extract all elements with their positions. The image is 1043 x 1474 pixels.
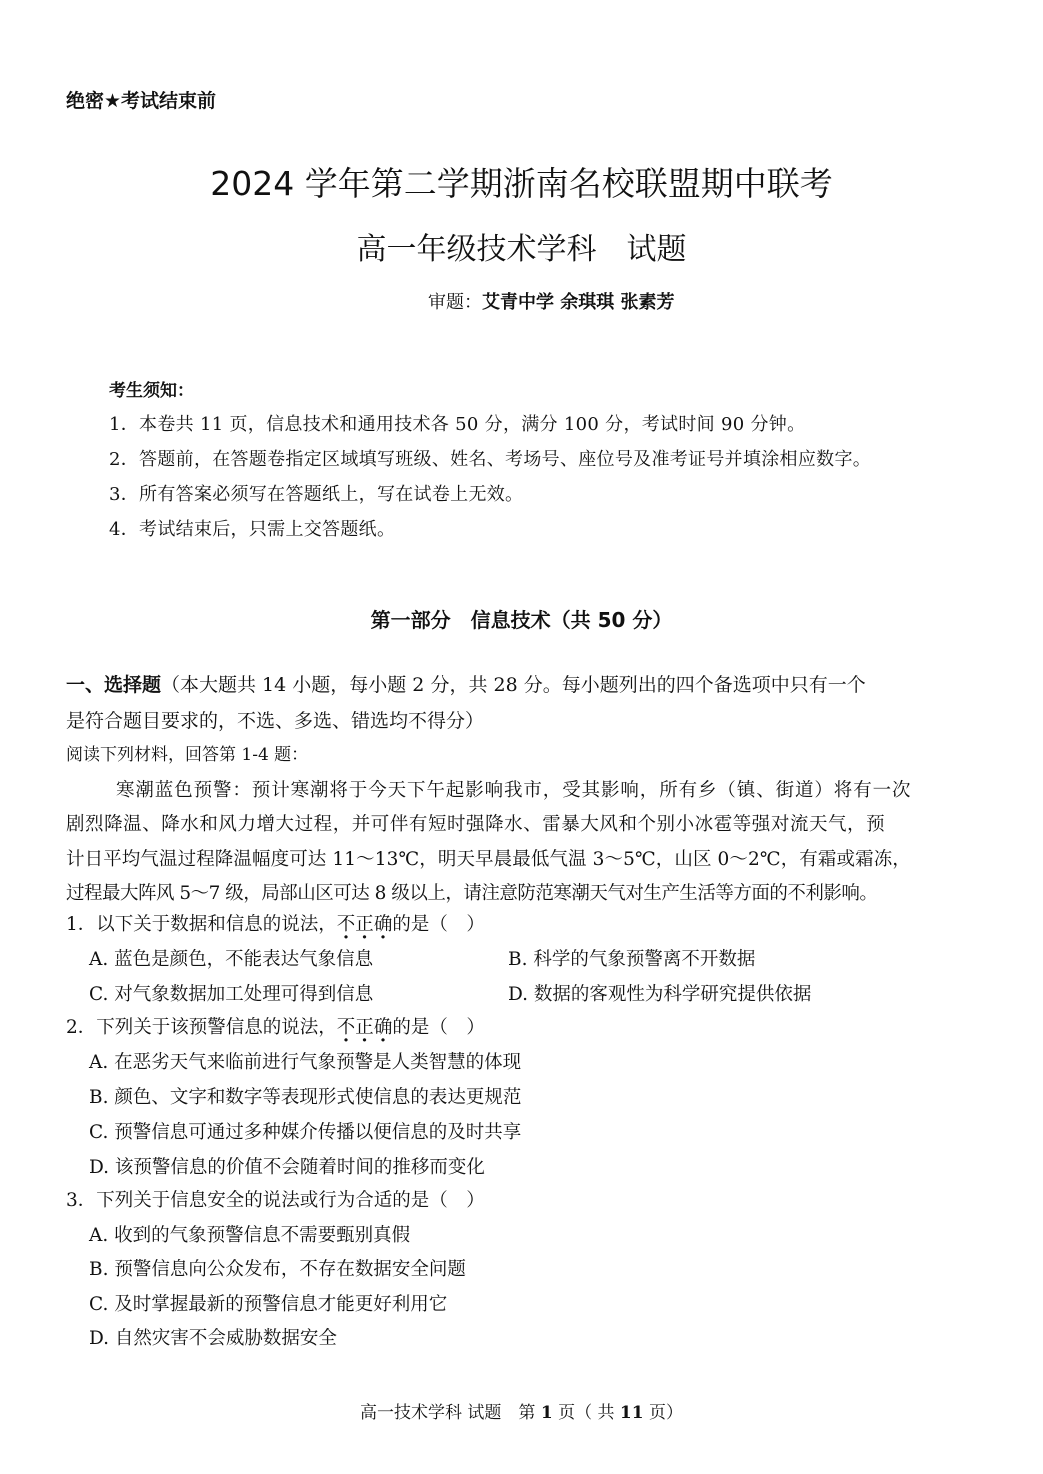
stem-text: 1．以下关于数据和信息的说法， xyxy=(66,914,337,935)
option-d: D. 自然灾害不会威胁数据安全 xyxy=(89,1328,337,1349)
footer-text: 高一技术学科 试题 第 xyxy=(360,1403,541,1423)
stem-text: 2．下列关于该预警信息的说法， xyxy=(66,1017,337,1038)
section-description-cont: 是符合题目要求的，不选、多选、错选均不得分） xyxy=(66,710,485,732)
option-c: C. 对气象数据加工处理可得到信息 xyxy=(89,984,374,1005)
option-b: B. 颜色、文字和数字等表现形式使信息的表达更规范 xyxy=(89,1087,522,1108)
footer-text: 页（ 共 xyxy=(552,1403,620,1423)
section-description: （本大题共 14 小题，每小题 2 分，共 28 分。每小题列出的四个备选项中只有一个 xyxy=(161,674,866,696)
option-a: A. 收到的气象预警信息不需要甄别真假 xyxy=(89,1225,411,1246)
emphasis-text xyxy=(337,914,393,935)
emphasis-text xyxy=(337,1017,393,1038)
section-label: 一、选择题 xyxy=(66,674,162,696)
section-intro xyxy=(66,670,866,697)
passage-line: 剧烈降温、降水和风力增大过程，并可伴有短时强降水、雷暴大风和个别小冰雹等强对流天气，预 xyxy=(66,814,886,835)
emphasis-char: 正 xyxy=(355,914,374,935)
page-number: 1 xyxy=(540,1403,553,1423)
option-c: C. 预警信息可通过多种媒介传播以便信息的及时共享 xyxy=(89,1122,522,1143)
reviewers-label: 审题： xyxy=(428,292,482,313)
emphasis-char: 正 xyxy=(355,1017,374,1038)
option-b: B. 科学的气象预警离不开数据 xyxy=(508,949,756,970)
part-heading: 第一部分 信息技术（共 50 分） xyxy=(370,608,673,632)
confidential-label: 绝密★考试结束前 xyxy=(66,90,217,112)
stem-text: 的是（ ） xyxy=(392,914,485,935)
question-stem xyxy=(66,910,485,936)
option-a: A. 在恶劣天气来临前进行气象预警是人类智慧的体现 xyxy=(89,1052,522,1073)
reviewers-names: 艾青中学 余琪琪 张素芳 xyxy=(482,292,675,313)
footer-text: 页） xyxy=(643,1403,683,1423)
option-d: D. 该预警信息的价值不会随着时间的推移而变化 xyxy=(89,1157,485,1178)
page-footer xyxy=(0,1398,1043,1423)
exam-subtitle: 高一年级技术学科 试题 xyxy=(356,232,687,267)
emphasis-char: 不 xyxy=(336,914,356,935)
total-pages: 11 xyxy=(619,1403,644,1423)
question-stem xyxy=(66,1013,485,1039)
option-d: D. 数据的客观性为科学研究提供依据 xyxy=(508,984,812,1005)
stem-text: 的是（ ） xyxy=(392,1017,485,1038)
notice-item: 2．答题前，在答题卷指定区域填写班级、姓名、考场号、座位号及准考证号并填涂相应数字。 xyxy=(109,449,872,470)
reviewers-line xyxy=(428,288,675,314)
emphasis-char: 确 xyxy=(373,1017,393,1038)
question-stem: 3．下列关于信息安全的说法或行为合适的是（ ） xyxy=(66,1190,485,1211)
reading-instruction: 阅读下列材料，回答第 1-4 题： xyxy=(66,745,309,765)
option-b: B. 预警信息向公众发布，不存在数据安全问题 xyxy=(89,1259,466,1280)
option-c: C. 及时掌握最新的预警信息才能更好利用它 xyxy=(89,1294,448,1315)
exam-title: 2024 学年第二学期浙南名校联盟期中联考 xyxy=(210,164,833,203)
passage-line: 寒潮蓝色预警：预计寒潮将于今天下午起影响我市，受其影响，所有乡（镇、街道）将有一次 xyxy=(116,780,912,801)
option-a: A. 蓝色是颜色，不能表达气象信息 xyxy=(89,949,374,970)
emphasis-char: 确 xyxy=(373,914,393,935)
passage-line: 计日平均气温过程降温幅度可达 11～13℃，明天早晨最低气温 3～5℃，山区 0～2℃，有霜或霜冻， xyxy=(66,849,911,870)
notice-heading: 考生须知： xyxy=(109,381,194,401)
emphasis-char: 不 xyxy=(336,1017,356,1038)
notice-item: 1．本卷共 11 页，信息技术和通用技术各 50 分，满分 100 分，考试时间 90 分钟。 xyxy=(109,414,806,435)
notice-item: 4．考试结束后，只需上交答题纸。 xyxy=(109,519,396,540)
passage-line: 过程最大阵风 5～7 级，局部山区可达 8 级以上，请注意防范寒潮天气对生产生活等方面的不利影响。 xyxy=(66,883,878,904)
notice-item: 3．所有答案必须写在答题纸上，写在试卷上无效。 xyxy=(109,484,524,505)
